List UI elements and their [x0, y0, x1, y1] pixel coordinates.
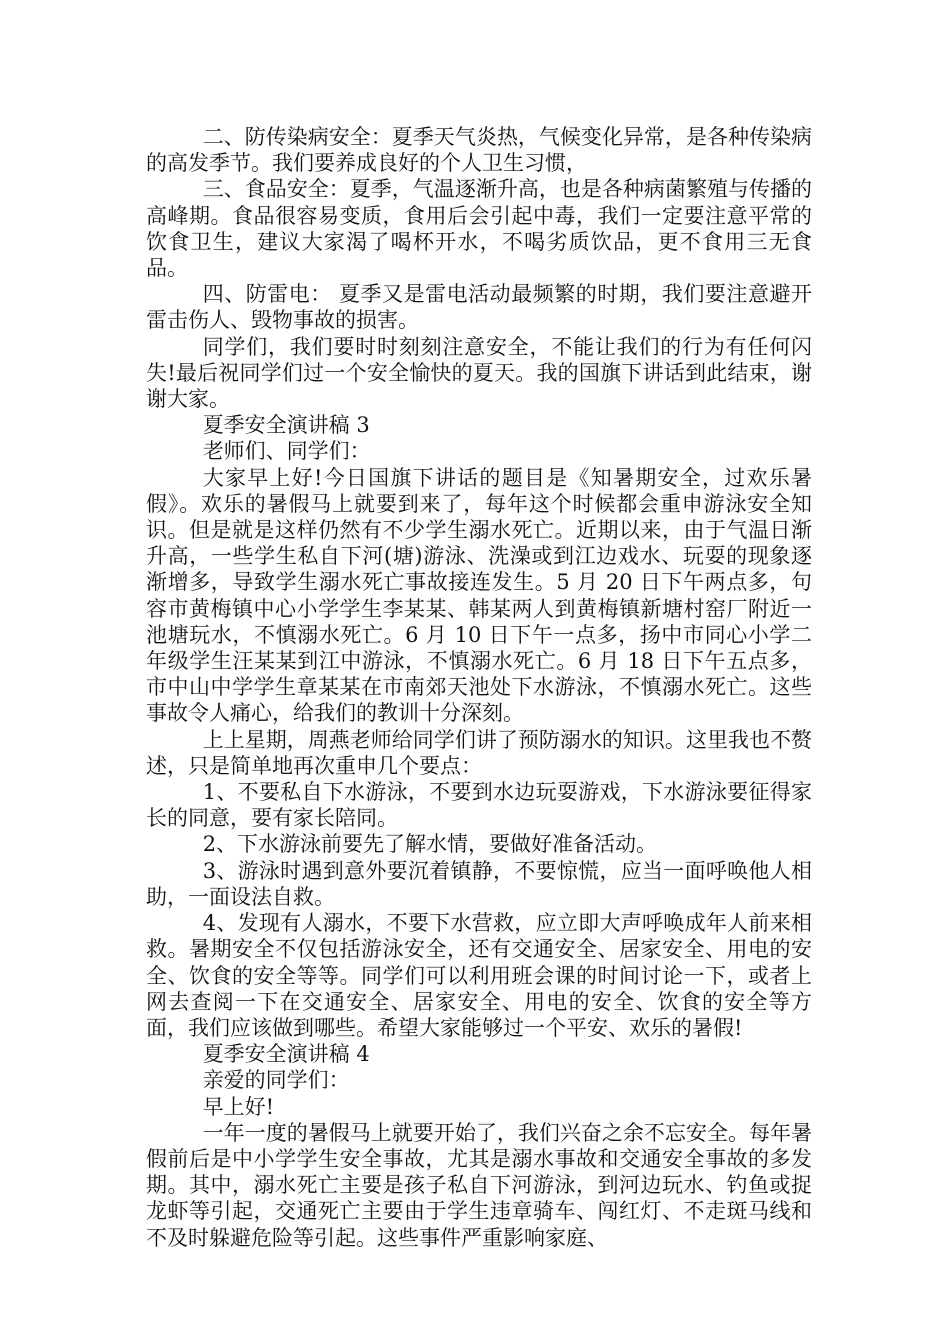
paragraph-drowning-incidents: 大家早上好!今日国旗下讲话的题目是《知暑期安全，过欢乐暑假》。欢乐的暑假马上就要到来了，每年这个时候都会重申游泳安全知识。但是就是这样仍然有不少学生溺水死亡。近期以来，由于气温日渐升高，一些学生私自下河(塘)游泳、洗澡或到江边戏水、玩耍的现象逐渐增多，导致学生溺水死亡事故接连发生。5 月 20 日下午两点多，句容市黄梅镇中心小学学生李某某、韩某两人到黄梅镇新塘村窑厂附近一池塘玩水，不慎溺水死亡。6 月 10 日下午一点多，扬中市同心小学二年级学生汪某某到江中游泳，不慎溺水死亡。6 月 18 日下午五点多，市中山中学学生章某某在市南郊天池处下水游泳，不慎溺水死亡。这些事故令人痛心，给我们的教训十分深刻。 [146, 465, 812, 726]
paragraph-summer-vacation: 一年一度的暑假马上就要开始了，我们兴奋之余不忘安全。每年暑假前后是中小学学生安全事故，尤其是溺水事故和交通安全事故的多发期。其中，溺水死亡主要是孩子私自下河游泳，到河边玩水、钓鱼或捉龙虾等引起，交通死亡主要由于学生违章骑车、闯红灯、不走斑马线和不及时躲避危险等引起。这些事件严重影响家庭、 [146, 1120, 812, 1250]
list-item-point-3: 3、游泳时遇到意外要沉着镇静，不要惊慌，应当一面呼唤他人相助，一面设法自救。 [146, 858, 812, 909]
list-item-point-4: 4、发现有人溺水，不要下水营救，应立即大声呼唤成年人前来相救。暑期安全不仅包括游泳安全，还有交通安全、居家安全、用电的安全、饮食的安全等等。同学们可以利用班会课的时间讨论一下，或者上网去查阅一下在交通安全、居家安全、用电的安全、饮食的安全等方面，我们应该做到哪些。希望大家能够过一个平安、欢乐的暑假! [146, 911, 812, 1040]
paragraph-key-points-intro: 上上星期，周燕老师给同学们讲了预防溺水的知识。这里我也不赘述，只是简单地再次重申几个要点： [146, 727, 812, 778]
paragraph-food-safety: 三、食品安全：夏季，气温逐渐升高，也是各种病菌繁殖与传播的高峰期。食品很容易变质，食用后会引起中毒，我们一定要注意平常的饮食卫生，建议大家渴了喝杯开水，不喝劣质饮品，更不食用三无食品。 [146, 177, 812, 281]
document-body [146, 124, 812, 1251]
section-heading-speech-3: 夏季安全演讲稿 3 [202, 413, 370, 438]
list-item-point-2: 2、下水游泳前要先了解水情，要做好准备活动。 [202, 832, 658, 857]
list-item-point-1: 1、不要私自下水游泳，不要到水边玩耍游戏，下水游泳要征得家长的同意，要有家长陪同。 [146, 780, 812, 831]
paragraph-disease-safety: 二、防传染病安全：夏季天气炎热，气候变化异常，是各种传染病的高发季节。我们要养成良好的个人卫生习惯， [146, 125, 812, 176]
salutation-teachers-students: 老师们、同学们： [202, 439, 371, 464]
section-heading-speech-4: 夏季安全演讲稿 4 [202, 1042, 370, 1067]
paragraph-lightning-safety: 四、防雷电： 夏季又是雷电活动最频繁的时期，我们要注意避开雷击伤人、毁物事故的损害。 [146, 282, 812, 333]
greeting-good-morning: 早上好! [202, 1094, 275, 1119]
salutation-dear-students: 亲爱的同学们： [202, 1068, 350, 1093]
paragraph-closing: 同学们，我们要时时刻刻注意安全，不能让我们的行为有任何闪失!最后祝同学们过一个安全愉快的夏天。我的国旗下讲话到此结束，谢谢大家。 [146, 334, 812, 412]
